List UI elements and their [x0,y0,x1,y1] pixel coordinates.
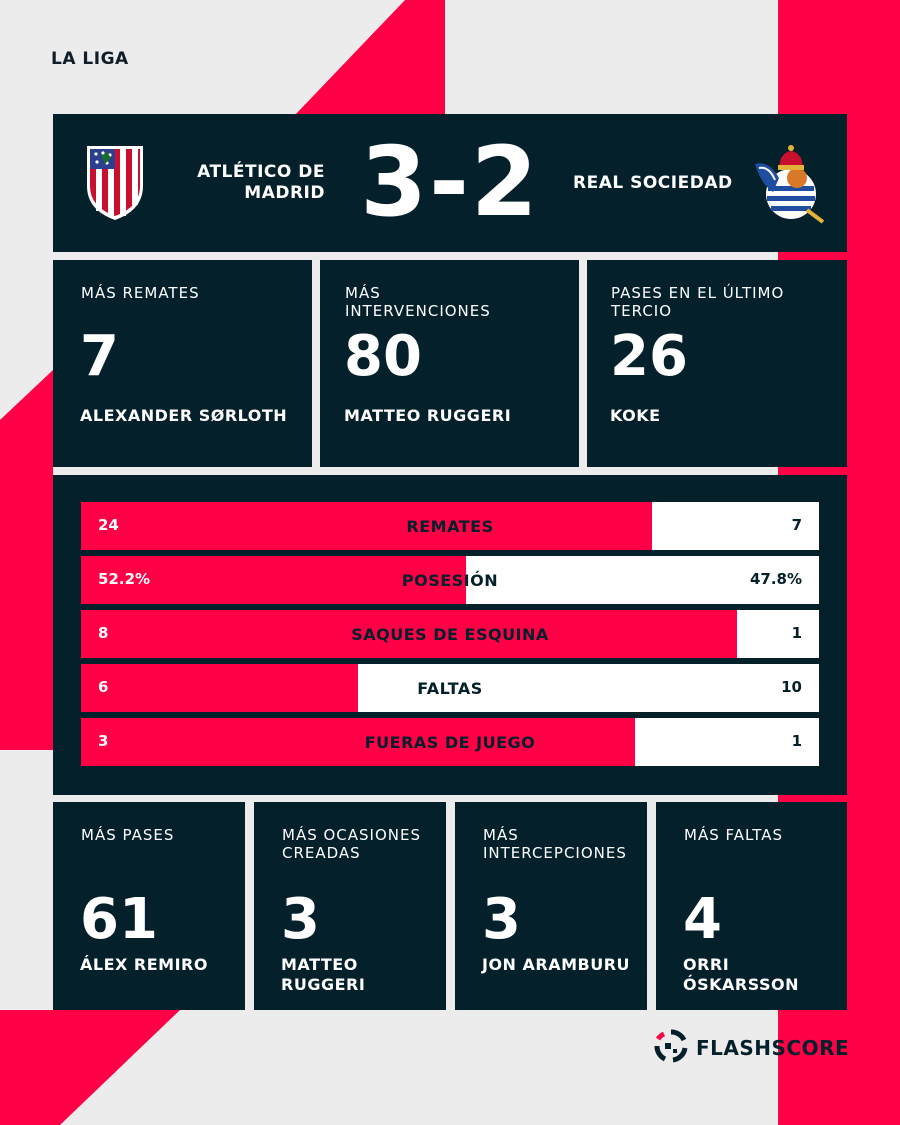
card-player [482,955,637,975]
comparison-row-corners [81,610,819,658]
comparison-row-possession [81,556,819,604]
stat-card-chances-created [254,802,446,1010]
card-player [683,955,837,995]
match-score: 3-2 [360,126,540,238]
stat-label: FUERAS DE JUEGO [364,733,536,752]
stat-label: FALTAS [417,679,483,698]
team-comparison-panel [53,475,847,795]
comparison-row-offsides [81,718,819,766]
card-label [345,284,563,320]
league-title: LA LIGA [51,49,129,69]
card-player-line1: ÁLEX REMIRO [80,955,208,974]
card-label-line1: MÁS OCASIONES [282,826,422,844]
card-player [80,955,235,975]
away-value: 7 [791,516,802,534]
flashscore-logo-icon [653,1028,689,1064]
card-label-line1: MÁS [483,826,519,844]
stat-label: REMATES [406,517,494,536]
home-value: 24 [98,516,119,534]
away-team-name: REAL SOCIEDAD [573,173,733,193]
card-value: 7 [80,324,119,389]
card-label-line1: MÁS REMATES [81,284,200,302]
card-player: ALEXANDER SØRLOTH [80,406,288,425]
away-value: 10 [781,678,802,696]
home-value: 52.2% [98,570,151,588]
home-value: 3 [98,732,109,750]
stat-card-most-shots [53,260,312,467]
card-label-line1: MÁS PASES [81,826,175,844]
comparison-row-shots [81,502,819,550]
stat-card-most-interventions [320,260,579,467]
real-sociedad-crest-icon [751,142,827,224]
card-value: 3 [281,887,320,952]
home-team-line1: ATLÉTICO DE [197,162,325,182]
comparison-row-fouls [81,664,819,712]
home-team-name [145,162,325,204]
stat-label: POSESIÓN [401,571,499,590]
card-value: 61 [80,887,158,952]
card-label [483,826,631,862]
card-label-line1: MÁS [345,284,381,302]
card-label-line2: INTERCEPCIONES [483,844,627,862]
card-label-line2: CREADAS [282,844,361,862]
match-header [53,114,847,252]
away-value: 1 [791,624,802,642]
card-player-line2: ÓSKARSSON [683,975,800,994]
card-player-line2: RUGGERI [281,975,366,994]
card-value: 4 [683,887,722,952]
brand-name: FLASHSCORE [696,1036,850,1060]
home-value: 8 [98,624,109,642]
card-value: 26 [610,324,688,389]
card-player-line1: MATTEO [281,955,358,974]
stat-card-most-fouls [656,802,847,1010]
card-player-line1: JON ARAMBURU [482,955,631,974]
card-label-line2: INTERVENCIONES [345,302,491,320]
stat-label: SAQUES DE ESQUINA [351,625,549,644]
card-label [611,284,831,320]
card-player-line1: ORRI [683,955,730,974]
flashscore-brand [653,1028,853,1064]
card-label-line1: MÁS FALTAS [684,826,784,844]
card-value: 80 [344,324,422,389]
stat-card-interceptions [455,802,647,1010]
card-label [684,826,831,844]
card-label [81,284,296,302]
card-player [281,955,436,995]
away-value: 1 [791,732,802,750]
home-value: 6 [98,678,109,696]
card-label [282,826,430,862]
atletico-madrid-crest-icon [83,142,147,222]
card-label-line2: TERCIO [611,302,673,320]
stat-card-final-third-passes [587,260,847,467]
home-team-line2: MADRID [244,183,325,203]
card-player: KOKE [610,406,661,425]
card-label-line1: PASES EN EL ÚLTIMO [611,284,785,302]
card-value: 3 [482,887,521,952]
away-value: 47.8% [749,570,802,588]
card-player: MATTEO RUGGERI [344,406,512,425]
stat-card-most-passes [53,802,245,1010]
card-label [81,826,229,844]
